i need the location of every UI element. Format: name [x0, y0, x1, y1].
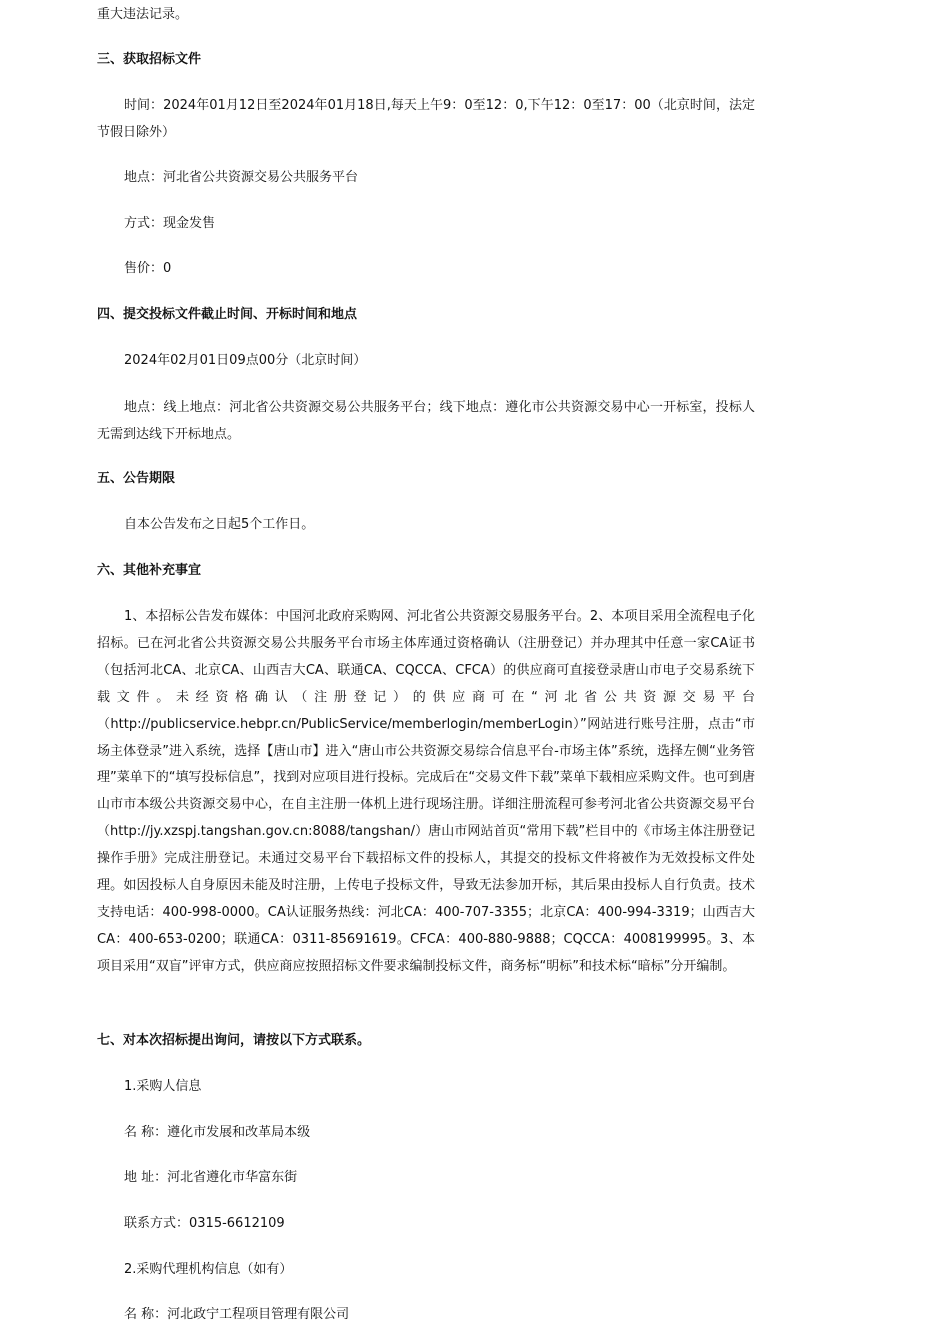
section-4-place: 地点：线上地点：河北省公共资源交易公共服务平台；线下地点：遵化市公共资源交易中心一开标室，投标人无需到达线下开标地点。 — [97, 400, 755, 442]
section-5-text: 自本公告发布之日起5个工作日。 — [124, 517, 315, 532]
buyer-heading: 1.采购人信息 — [124, 1079, 202, 1094]
buyer-address: 地 址：河北省遵化市华富东街 — [124, 1170, 298, 1185]
agency-heading: 2.采购代理机构信息（如有） — [124, 1262, 293, 1277]
section-7-title: 七、对本次招标提出询问，请按以下方式联系。 — [97, 1033, 371, 1048]
section-3-place: 地点：河北省公共资源交易公共服务平台 — [124, 170, 359, 185]
section-4-deadline: 2024年02月01日09点00分（北京时间） — [124, 353, 367, 368]
agency-name: 名 称：河北政宁工程项目管理有限公司 — [124, 1307, 350, 1322]
buyer-name: 名 称：遵化市发展和改革局本级 — [124, 1125, 311, 1140]
section-3-price: 售价：0 — [124, 261, 172, 276]
section-4-title: 四、提交投标文件截止时间、开标时间和地点 — [97, 307, 358, 322]
buyer-contact: 联系方式：0315-6612109 — [124, 1216, 285, 1231]
section-5-title: 五、公告期限 — [97, 471, 176, 486]
section-3-method: 方式：现金发售 — [124, 216, 216, 231]
top-fragment: 重大违法记录。 — [97, 7, 189, 22]
section-3-title: 三、获取招标文件 — [97, 52, 202, 67]
section-6-title: 六、其他补充事宜 — [97, 563, 202, 578]
section-3-time: 时间：2024年01月12日至2024年01月18日,每天上午9：0至12：0,下午12：0至17：00（北京时间，法定节假日除外） — [97, 98, 755, 140]
section-6-text: 1、本招标公告发布媒体：中国河北政府采购网、河北省公共资源交易服务平台。2、本项目采用全流程电子化招标。已在河北省公共资源交易公共服务平台市场主体库通过资格确认（注册登记）并办理其中任意一家CA证书（包括河北CA、北京CA、山西吉大CA、联通CA、CQCCA、CFCA）的供应商可直接登录唐山市电子交易系统下载文件。未经资格确认（注册登记）的供应商可在“河北省公共资源交易平台（http://publicservice.hebpr.cn/PublicService/memberlogin/memberLogin）”网站进行账号注册，点击“市场主体登录”进入系统，选择【唐山市】进入“唐山市公共资源交易综合信息平台-市场主体”系统，选择左侧“业务管理”菜单下的“填写投标信息”，找到对应项目进行投标。完成后在“交易文件下载”菜单下载相应采购文件。也可到唐山市市本级公共资源交易中心，在自主注册一体机上进行现场注册。详细注册流程可参考河北省公共资源交易平台（http://jy.xzspj.tangshan.gov.cn:8088/tangshan/）唐山市网站首页“常用下载”栏目中的《市场主体注册登记操作手册》完成注册登记。未通过交易平台下载招标文件的投标人，其提交的投标文件将被作为无效投标文件处理。如因投标人自身原因未能及时注册，上传电子投标文件，导致无法参加开标，其后果由投标人自行负责。技术支持电话：400-998-0000。CA认证服务热线：河北CA：400-707-3355；北京CA：400-994-3319；山西吉大CA：400-653-0200；联通CA：0311-85691619。CFCA：400-880-9888；CQCCA：4008199995。3、本项目采用“双盲”评审方式，供应商应按照招标文件要求编制投标文件，商务标“明标”和技术标“暗标”分开编制。 — [97, 609, 755, 974]
